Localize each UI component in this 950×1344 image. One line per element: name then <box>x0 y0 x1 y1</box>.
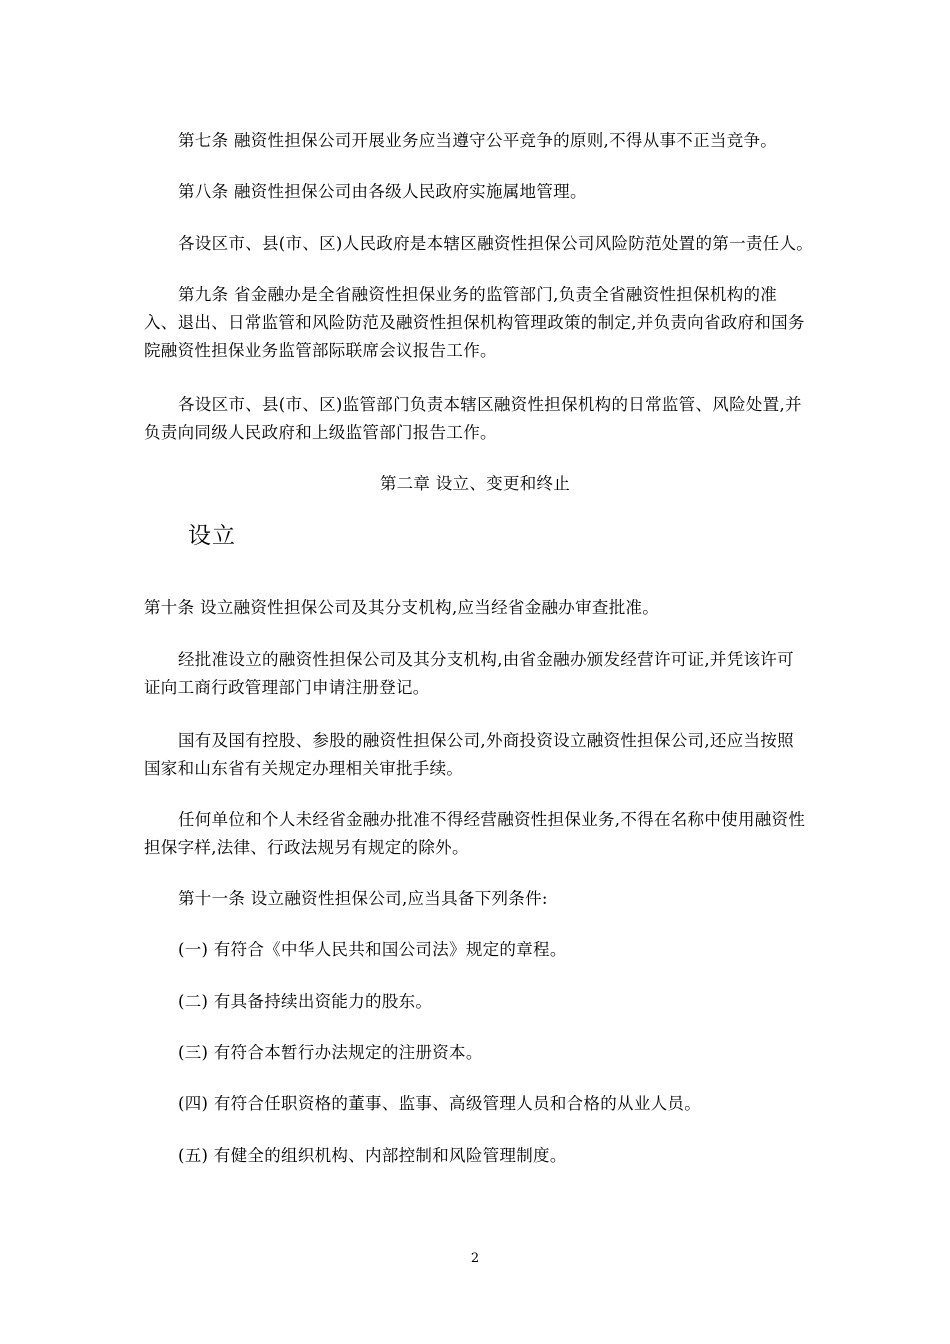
condition-item: (四) 有符合任职资格的董事、监事、高级管理人员和合格的从业人员。 <box>178 1094 702 1113</box>
article-10-paragraph-4: 任何单位和个人未经省金融办批准不得经营融资性担保业务,不得在名称中使用融资性担保字样,法律、行政法规另有规定的除外。 <box>144 810 806 857</box>
condition-item: (三) 有符合本暂行办法规定的注册资本。 <box>178 1043 483 1062</box>
page-number: 2 <box>470 1251 480 1266</box>
article-9-paragraph-2: 各设区市、县(市、区)监管部门负责本辖区融资性担保机构的日常监管、风险处置,并负责向同级人民政府和上级监管部门报告工作。 <box>144 395 802 442</box>
condition-item: (五) 有健全的组织机构、内部控制和风险管理制度。 <box>178 1146 567 1165</box>
article-10-paragraph-2: 经批准设立的融资性担保公司及其分支机构,由省金融办颁发经营许可证,并凭该许可证向工商行政管理部门申请注册登记。 <box>144 650 794 697</box>
condition-item: (二) 有具备持续出资能力的股东。 <box>178 992 433 1011</box>
condition-item: (一) 有符合《中华人民共和国公司法》规定的章程。 <box>178 940 567 959</box>
article-11: 第十一条 设立融资性担保公司,应当具备下列条件: <box>178 889 548 908</box>
section-title: 设立 <box>188 523 236 549</box>
article-9: 第九条 省金融办是全省融资性担保业务的监管部门,负责全省融资性担保机构的准入、退出、日常监管和风险防范及融资性担保机构管理政策的制定,并负责向省政府和国务院融资性担保业务监管部际联席会议报告工作。 <box>144 285 805 360</box>
chapter-2-title: 第二章 设立、变更和终止 <box>379 474 571 493</box>
article-10-paragraph-3: 国有及国有控股、参股的融资性担保公司,外商投资设立融资性担保公司,还应当按照国家和山东省有关规定办理相关审批手续。 <box>144 731 794 778</box>
article-8-paragraph-2: 各设区市、县(市、区)人民政府是本辖区融资性担保公司风险防范处置的第一责任人。 <box>178 234 814 253</box>
article-7: 第七条 融资性担保公司开展业务应当遵守公平竞争的原则,不得从事不正当竞争。 <box>178 131 778 150</box>
article-10: 第十条 设立融资性担保公司及其分支机构,应当经省金融办审查批准。 <box>144 598 660 617</box>
article-8: 第八条 融资性担保公司由各级人民政府实施属地管理。 <box>178 182 587 201</box>
